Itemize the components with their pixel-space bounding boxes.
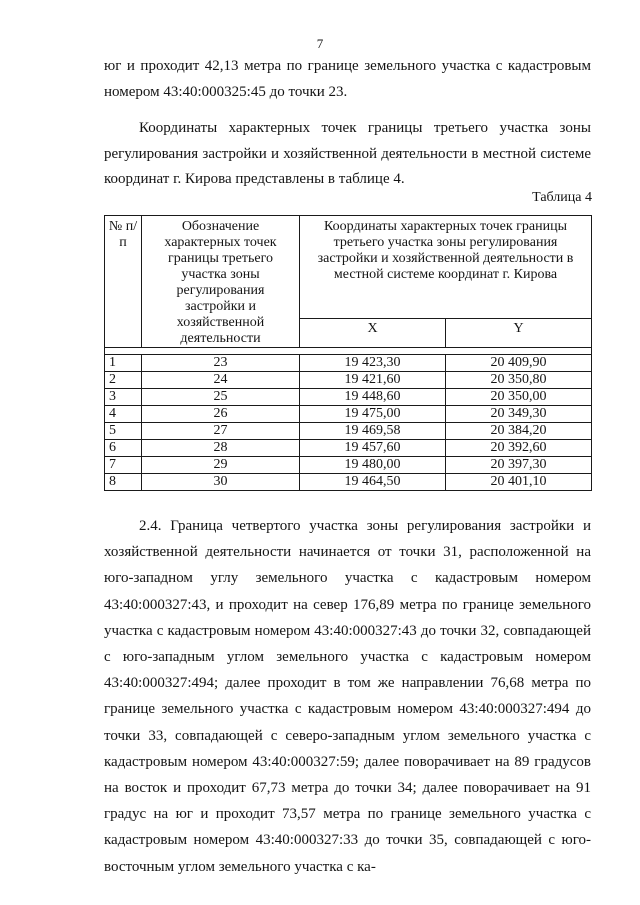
table-row <box>105 372 592 389</box>
header-coordinates: Координаты характерных точек границы третьего участка зоны регулирования застройки и хозяйственной деятельности в местной системе координат г. Кирова <box>300 216 592 319</box>
cell-num: 1 <box>105 355 142 372</box>
cell-point: 27 <box>142 423 300 440</box>
cell-y: 20 397,30 <box>446 457 592 474</box>
cell-x: 19 469,58 <box>300 423 446 440</box>
cell-point: 24 <box>142 372 300 389</box>
page-number: 7 <box>316 36 324 51</box>
cell-x: 19 448,60 <box>300 389 446 406</box>
coordinates-table <box>104 215 592 491</box>
cell-num: 5 <box>105 423 142 440</box>
header-x: X <box>300 319 446 348</box>
cell-x: 19 475,00 <box>300 406 446 423</box>
cell-num: 3 <box>105 389 142 406</box>
cell-x: 19 457,60 <box>300 440 446 457</box>
cell-num: 4 <box>105 406 142 423</box>
cell-y: 20 401,10 <box>446 474 592 491</box>
cell-point: 29 <box>142 457 300 474</box>
cell-y: 20 384,20 <box>446 423 592 440</box>
table-row <box>105 440 592 457</box>
cell-x: 19 423,30 <box>300 355 446 372</box>
table-caption: Таблица 4 <box>532 190 592 205</box>
cell-num: 7 <box>105 457 142 474</box>
paragraph-section-2-4: 2.4. Граница четвертого участка зоны регулирования застройки и хозяйственной деятельности начинается от точки 31, расположенной на юго-западном углу земельного участка с кадастровым номером 43:40:000327:43, и проходит на север 176,89 метра по границе земельного участка с кадастровым номером 43:40:000327:43 до точки 32, совпадающей с юго-западным углом земельного участка с кадастровым номером 43:40:000327:494; далее проходит в том же направлении 76,68 метра по границе земельного участка с кадастровым номером 43:40:000327:494 до точки 33, совпадающей с северо-западным углом земельного участка с кадастровым номером 43:40:000327:59; далее поворачивает на 89 градусов на восток и проходит 67,73 метра до точки 34; далее поворачивает на 91 градус на юг и проходит 73,57 метра по границе земельного участка с кадастровым номером 43:40:000327:33 до точки 35, совпадающей с юго-восточным углом земельного участка с ка- <box>104 518 591 875</box>
header-num: № п/п <box>105 216 142 348</box>
cell-point: 23 <box>142 355 300 372</box>
cell-y: 20 409,90 <box>446 355 592 372</box>
cell-num: 6 <box>105 440 142 457</box>
table-row <box>105 423 592 440</box>
header-y: Y <box>446 319 592 348</box>
table-row <box>105 355 592 372</box>
table-row <box>105 389 592 406</box>
cell-y: 20 392,60 <box>446 440 592 457</box>
header-spacer <box>105 348 592 355</box>
cell-point: 26 <box>142 406 300 423</box>
table-row <box>105 406 592 423</box>
cell-point: 30 <box>142 474 300 491</box>
cell-x: 19 464,50 <box>300 474 446 491</box>
table-row <box>105 457 592 474</box>
cell-point: 25 <box>142 389 300 406</box>
cell-x: 19 480,00 <box>300 457 446 474</box>
table-body <box>105 355 592 491</box>
paragraph-table-intro: Координаты характерных точек границы третьего участка зоны регулирования застройки и хозяйственной деятельности в местной системе координат г. Кирова представлены в таблице 4. <box>104 120 591 187</box>
cell-y: 20 349,30 <box>446 406 592 423</box>
cell-y: 20 350,80 <box>446 372 592 389</box>
table-row <box>105 474 592 491</box>
cell-point: 28 <box>142 440 300 457</box>
paragraph-continuation: юг и проходит 42,13 метра по границе земельного участка с кадастровым номером 43:40:000325:45 до точки 23. <box>104 58 591 100</box>
header-designation: Обозначение характерных точек границы третьего участка зоны регулирования застройки и хозяйственной деятельности <box>142 216 300 348</box>
cell-y: 20 350,00 <box>446 389 592 406</box>
cell-num: 2 <box>105 372 142 389</box>
cell-x: 19 421,60 <box>300 372 446 389</box>
cell-num: 8 <box>105 474 142 491</box>
